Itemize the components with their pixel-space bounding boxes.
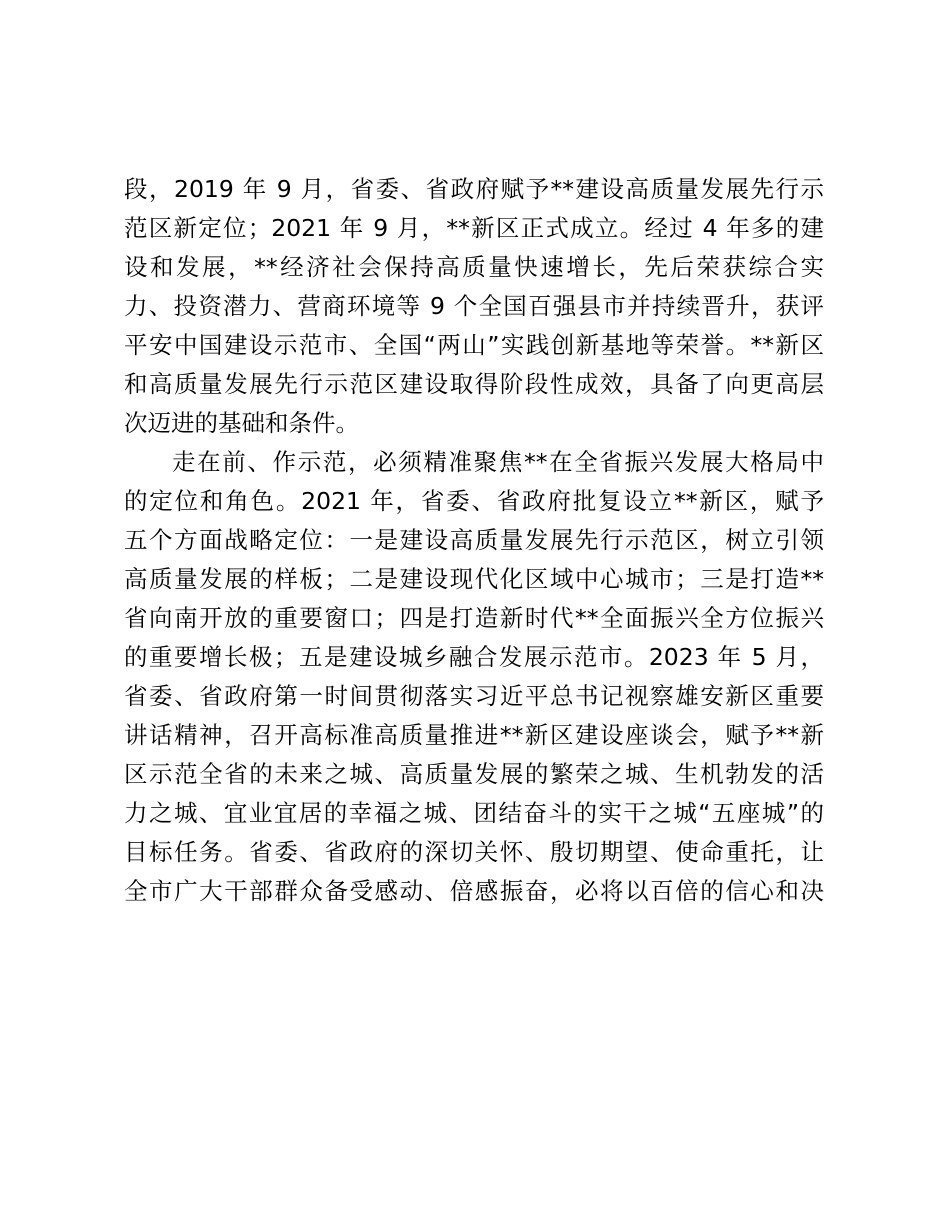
text-line: 讲话精神，召开高标准高质量推进**新区建设座谈会，赋予**新 [124, 721, 824, 749]
text-line: 高质量发展的样板；二是建设现代化区域中心城市；三是打造** [124, 565, 824, 593]
text-line: 五个方面战略定位：一是建设高质量发展先行示范区，树立引领 [124, 526, 824, 554]
paragraph-2 [124, 443, 824, 911]
text-line: 省向南开放的重要窗口；四是打造新时代**全面振兴全方位振兴 [124, 604, 824, 632]
text-line: 力、投资潜力、营商环境等 9 个全国百强县市并持续晋升，获评 [124, 292, 824, 320]
text-line: 力之城、宜业宜居的幸福之城、团结奋斗的实干之城“五座城”的 [124, 799, 824, 827]
text-line: 的重要增长极；五是建设城乡融合发展示范市。2023 年 5 月， [124, 643, 824, 671]
text-line: 省委、省政府第一时间贯彻落实习近平总书记视察雄安新区重要 [124, 682, 824, 710]
text-line: 走在前、作示范，必须精准聚焦**在全省振兴发展大格局中 [172, 448, 824, 476]
text-line: 目标任务。省委、省政府的深切关怀、殷切期望、使命重托，让 [124, 838, 824, 866]
text-line: 范区新定位；2021 年 9 月，**新区正式成立。经过 4 年多的建 [124, 214, 824, 242]
text-line: 段，2019 年 9 月，省委、省政府赋予**建设高质量发展先行示 [124, 175, 824, 203]
text-line: 和高质量发展先行示范区建设取得阶段性成效，具备了向更高层 [124, 370, 824, 398]
text-line: 次迈进的基础和条件。 [124, 409, 359, 437]
text-line: 的定位和角色。2021 年，省委、省政府批复设立**新区，赋予 [124, 487, 824, 515]
body-text [124, 170, 824, 911]
text-line: 区示范全省的未来之城、高质量发展的繁荣之城、生机勃发的活 [124, 760, 824, 788]
text-line: 全市广大干部群众备受感动、倍感振奋，必将以百倍的信心和决 [124, 877, 824, 905]
text-line: 设和发展，**经济社会保持高质量快速增长，先后荣获综合实 [124, 253, 824, 281]
paragraph-1 [124, 170, 824, 443]
text-line: 平安中国建设示范市、全国“两山”实践创新基地等荣誉。**新区 [124, 331, 824, 359]
